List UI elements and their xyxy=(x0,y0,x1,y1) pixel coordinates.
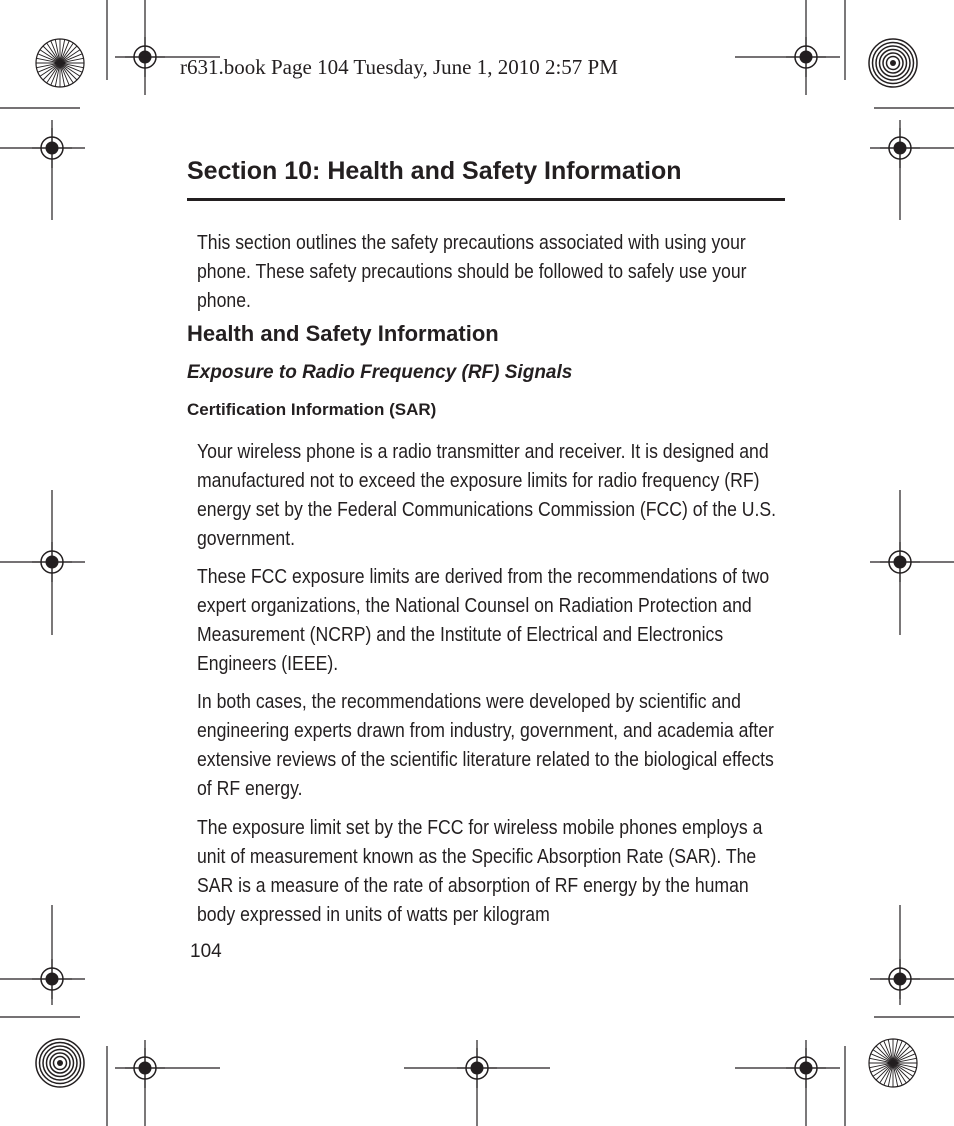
body-paragraph: Your wireless phone is a radio transmitter and receiver. It is designed and manufactured not to exceed the exposure limits for radio frequency (RF) energy set by the Federal Communications Commission (FCC) of the U.S. government. xyxy=(197,440,777,550)
body-paragraph: In both cases, the recommendations were developed by scientific and engineering experts drawn from industry, government, and academia after extensive reviews of the scientific literature related to the biological effects of RF energy. xyxy=(197,690,774,800)
intro-paragraph: This section outlines the safety precautions associated with using your phone. These safety precautions should be followed to safely use your phone. xyxy=(197,231,747,312)
heading-sar: Certification Information (SAR) xyxy=(187,400,437,419)
body-paragraph: These FCC exposure limits are derived from the recommendations of two expert organizations, the National Counsel on Radiation Protection and Measurement (NCRP) and the Institute of Electrical and Electronics Engineers (IEEE). xyxy=(197,565,770,675)
heading-rf-exposure: Exposure to Radio Frequency (RF) Signals xyxy=(187,362,573,383)
page-number: 104 xyxy=(190,941,222,962)
body-paragraph: The exposure limit set by the FCC for wireless mobile phones employs a unit of measurement known as the Specific Absorption Rate (SAR). The SAR is a measure of the rate of absorption of RF energy by the human body expressed in units of watts per kilogram xyxy=(197,816,763,926)
section-title: Section 10: Health and Safety Information xyxy=(187,157,682,185)
print-slug: r631.book Page 104 Tuesday, June 1, 2010 2:57 PM xyxy=(180,55,618,79)
heading-health-safety: Health and Safety Information xyxy=(187,321,499,346)
title-rule xyxy=(187,198,785,201)
